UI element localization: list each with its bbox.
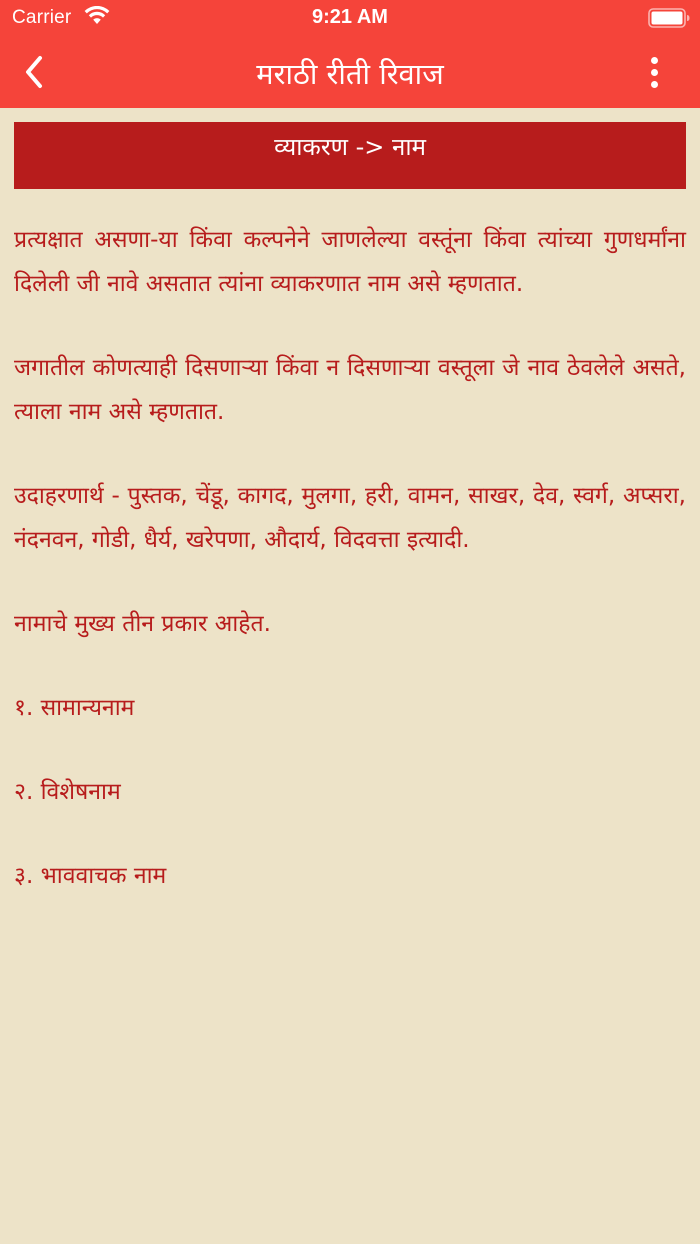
nav-title: मराठी रीती रिवाज bbox=[256, 57, 444, 91]
list-item: ३. भाववाचक नाम bbox=[14, 863, 167, 889]
paragraph: प्रत्यक्षात असणा-या किंवा कल्पनेने जाणलेल्या वस्तूंना किंवा त्यांच्या गुणधर्मांना दिलेली जी नावे असतात त्यांना व्याकरणात नाम असे म्हणतात. bbox=[14, 227, 686, 297]
more-vertical-icon bbox=[651, 57, 658, 64]
list-item: २. विशेषनाम bbox=[14, 779, 121, 805]
battery-icon bbox=[648, 8, 690, 28]
list-item: १. सामान्यनाम bbox=[14, 695, 135, 721]
status-time: 9:21 AM bbox=[312, 6, 388, 28]
carrier-label: Carrier bbox=[12, 7, 72, 28]
paragraph: नामाचे मुख्य तीन प्रकार आहेत. bbox=[14, 611, 271, 637]
paragraph: उदाहरणार्थ - पुस्तक, चेंडू, कागद, मुलगा, हरी, वामन, साखर, देव, स्वर्ग, अप्सरा, नंदनवन, गोडी, धैर्य, खरेपणा, औदार्य, विदवत्ता इत्यादी. bbox=[14, 483, 686, 553]
app-header bbox=[0, 0, 700, 108]
paragraph: जगातील कोणत्याही दिसणाऱ्या किंवा न दिसणाऱ्या वस्तूला जे नाव ठेवलेले असते, त्याला नाम असे म्हणतात. bbox=[14, 355, 686, 425]
navigation-bar bbox=[0, 36, 700, 108]
section-heading: व्याकरण -> नाम bbox=[14, 122, 686, 189]
more-options-button[interactable] bbox=[644, 50, 664, 94]
status-bar bbox=[0, 0, 700, 36]
more-vertical-icon-dot bbox=[651, 69, 658, 76]
more-vertical-icon-dot bbox=[651, 81, 658, 88]
article-content bbox=[14, 218, 686, 898]
